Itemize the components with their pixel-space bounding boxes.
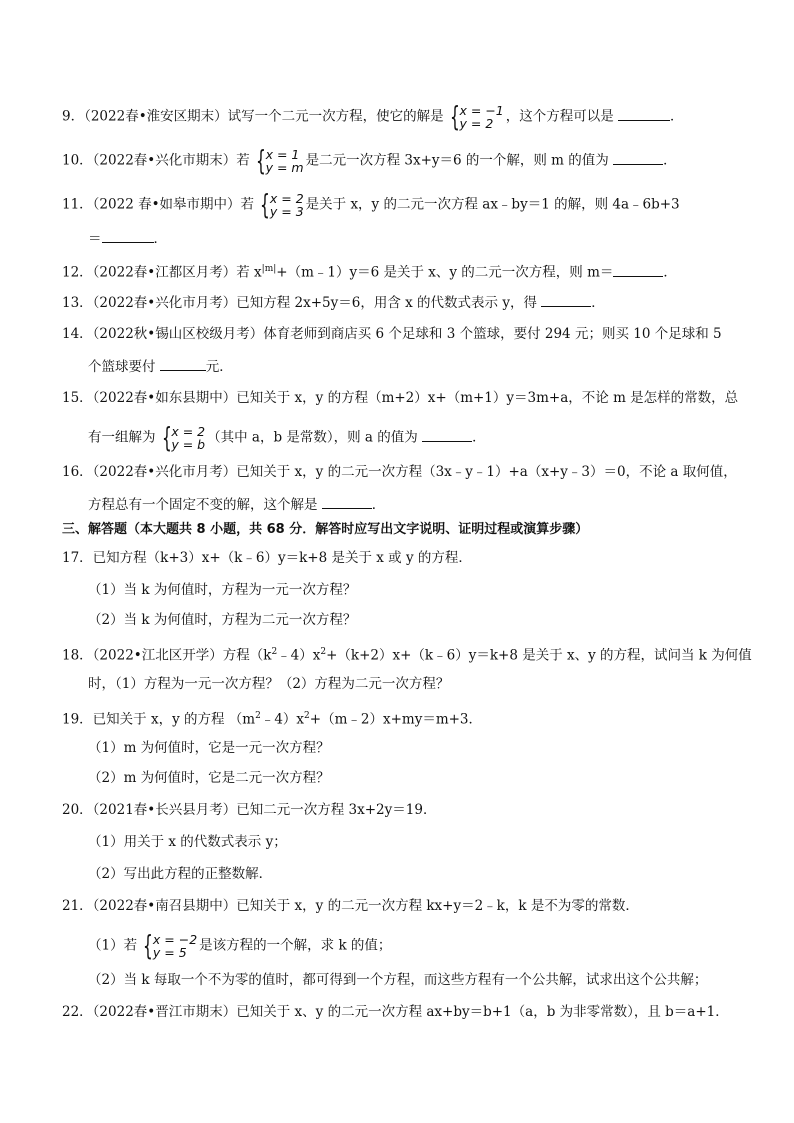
- question-21-part-2: （2）当 k 每取一个不为零的值时，都可得到一个方程，而这些方程有一个公共解，试求出这个公共解；: [88, 972, 708, 988]
- question-17-part-1: （1）当 k 为何值时，方程为一元一次方程？: [88, 582, 357, 598]
- question-19-part-1: （1）m 为何值时，它是一元一次方程？: [88, 740, 330, 756]
- section-heading: 三、解答题（本大题共 8 小题，共 68 分．解答时应写出文字说明、证明过程或演算步骤）: [62, 522, 589, 537]
- equation-system: {x = 1 y = m: [255, 144, 304, 177]
- question-17: 17．已知方程（k+3）x+（k﹣6）y＝k+8 是关于 x 或 y 的方程．: [62, 550, 472, 566]
- answer-blank[interactable]: [322, 494, 372, 509]
- answer-blank[interactable]: [618, 106, 670, 121]
- answer-blank[interactable]: [422, 427, 472, 442]
- question-20-part-2: （2）写出此方程的正整数解．: [88, 866, 273, 882]
- question-12: 12．（2022春•江都区月考）若 $x^{|m|}+(m﹣1)y=6$ 是关于 x、y 的二元一次方程，则 m＝ ．: [62, 259, 677, 283]
- question-11: 11．（2022 春•如皋市期中）若 {x = 2 y = 3 是关于 x，y 的二元一次方程 ax﹣by＝1 的解，则 4a﹣6b+3: [62, 188, 680, 221]
- answer-blank[interactable]: [160, 356, 206, 371]
- equation-system: {x = −2 y = 5: [143, 929, 198, 962]
- question-21: 21．（2022春•南召县期中）已知关于 x，y 的二元一次方程 kx+y＝2﹣k，k 是不为零的常数．: [62, 898, 639, 914]
- question-22: 22．（2022春•晋江市期末）已知关于 x、y 的二元一次方程 ax+by＝b+1（a，b 为非零常数），且 b＝a+1．: [62, 1004, 729, 1020]
- question-18-line-2: 时，（1）方程为一元一次方程？（2）方程为二元一次方程？: [88, 676, 450, 692]
- question-14-line-2: 个篮球要付 元．: [88, 356, 233, 377]
- question-15: 15．（2022春•如东县期中）已知关于 x，y 的方程（m+2）x+（m+1）y＝3m+a，不论 m 是怎样的常数，总: [62, 390, 739, 406]
- question-16: 16．（2022春•兴化市月考）已知关于 x，y 的二元一次方程（3x﹣y﹣1）+a（x+y﹣3）＝0，不论 a 取何值，: [62, 464, 737, 480]
- question-19-part-2: （2）m 为何值时，它是二元一次方程？: [88, 770, 330, 786]
- question-11-line-2: ＝ ．: [88, 228, 167, 249]
- equation-system: {x = 2 y = 3: [260, 188, 304, 221]
- question-13: 13．（2022春•兴化市月考）已知方程 2x+5y＝6，用含 x 的代数式表示 y，得 ．: [62, 292, 605, 313]
- equation-system: {x = −1 y = 2: [449, 100, 504, 133]
- question-14: 14．（2022秋•锡山区校级月考）体育老师到商店买 6 个足球和 3 个篮球，要付 294 元；则买 10 个足球和 5: [62, 326, 722, 342]
- question-15-line-2: 有一组解为 {x = 2 y = b （其中 a，b 是常数），则 a 的值为 ．: [88, 421, 486, 454]
- question-18: 18．（2022•江北区开学）方程$(k^2﹣4)x^2+(k+2)x+(k﹣6)y=k+8$ 是关于 x、y 的方程，试问当 k 为何值: [62, 647, 752, 664]
- equation-system: {x = 2 y = b: [161, 421, 206, 454]
- answer-blank[interactable]: [541, 292, 591, 307]
- question-9: 9．（2022春•淮安区期末）试写一个二元一次方程，使它的解是 {x = −1 y = 2 ，这个方程可以是 ．: [62, 100, 684, 133]
- question-16-line-2: 方程总有一个固定不变的解，这个解是 ．: [88, 494, 385, 515]
- answer-blank[interactable]: [613, 150, 663, 165]
- question-17-part-2: （2）当 k 为何值时，方程为二元一次方程？: [88, 612, 357, 628]
- answer-blank[interactable]: [613, 262, 663, 277]
- question-19: 19．已知关于 x，y 的方程 $(m^2﹣4)x^2+(m﹣2)x+my=m+3$．: [62, 711, 483, 728]
- question-20-part-1: （1）用关于 x 的代数式表示 y；: [88, 834, 287, 850]
- question-20: 20．（2021春•长兴县月考）已知二元一次方程 3x+2y＝19．: [62, 802, 437, 818]
- question-10: 10．（2022春•兴化市期末）若 {x = 1 y = m 是二元一次方程 3x+y＝6 的一个解，则 m 的值为 ．: [62, 144, 677, 177]
- answer-blank[interactable]: [102, 228, 154, 243]
- question-21-part-1: （1）若 {x = −2 y = 5 是该方程的一个解，求 k 的值；: [88, 929, 392, 962]
